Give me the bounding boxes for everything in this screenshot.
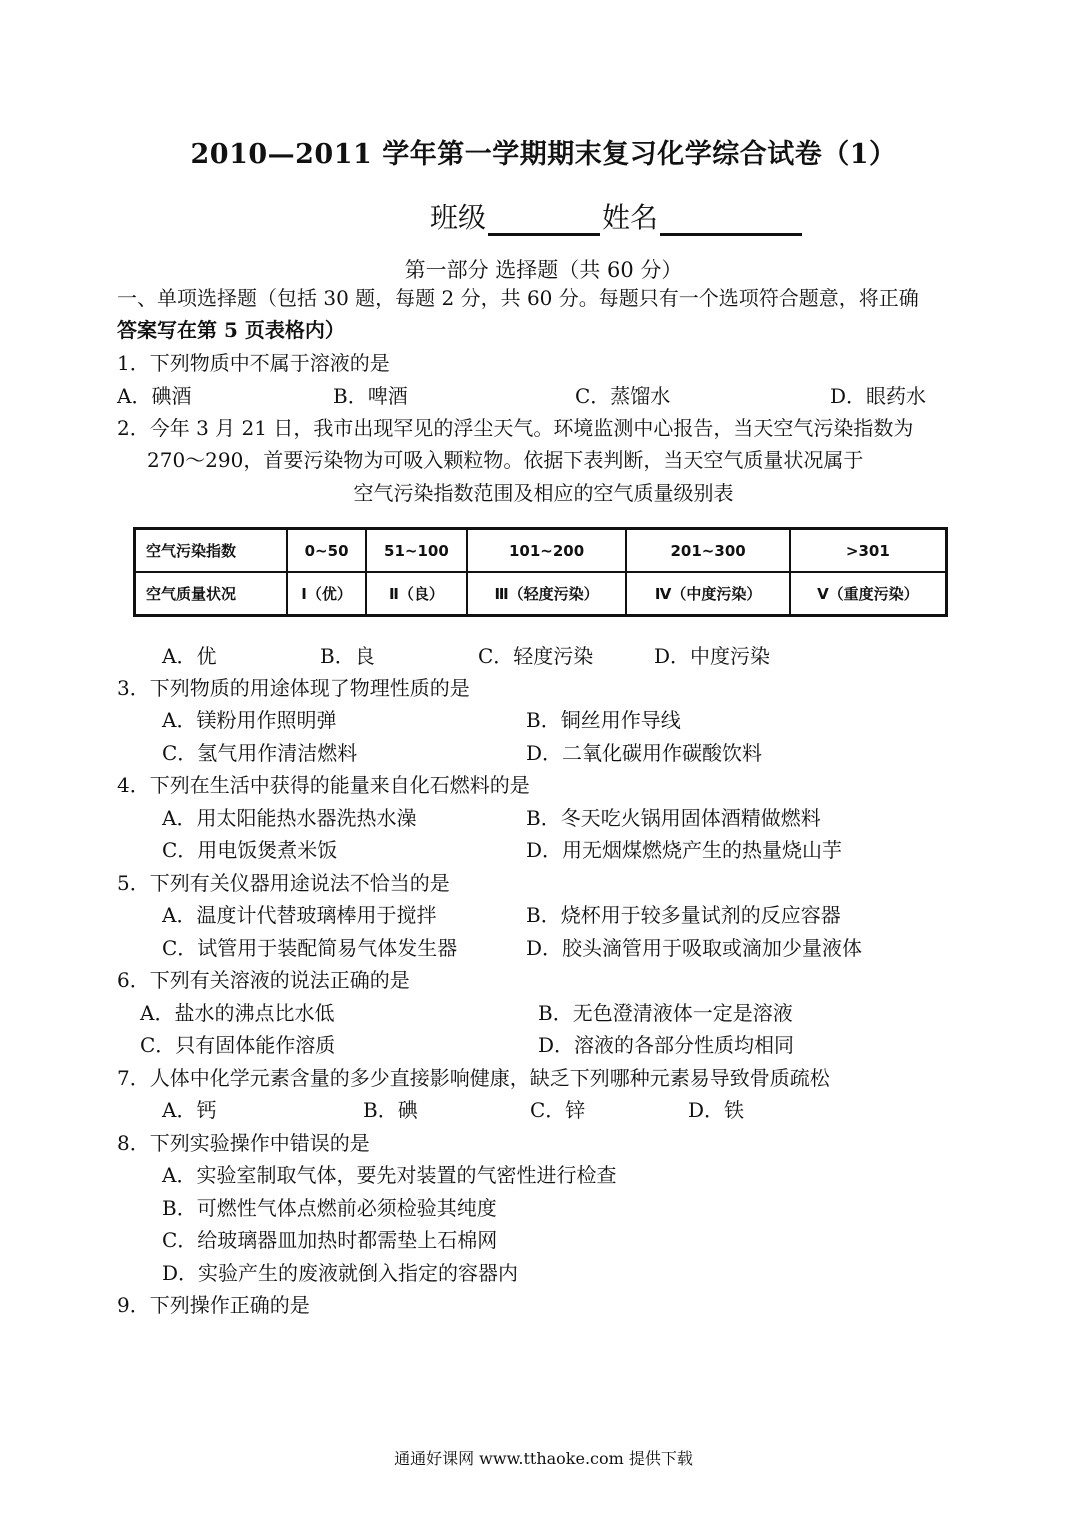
option-b: B．铜丝用作导线 <box>526 708 681 732</box>
option-a: A．温度计代替玻璃棒用于搅拌 <box>162 903 437 927</box>
option-b: B．可燃性气体点燃前必须检验其纯度 <box>162 1196 497 1220</box>
option-d: D．眼药水 <box>830 384 927 408</box>
table-caption: 空气污染指数范围及相应的空气质量级别表 <box>353 481 734 505</box>
table-header-cell: 空气污染指数 <box>135 529 288 573</box>
option-a: A．实验室制取气体，要先对装置的气密性进行检查 <box>162 1163 617 1187</box>
option-d: D．溶液的各部分性质均相同 <box>538 1033 795 1057</box>
option-a: A．优 <box>162 644 217 668</box>
option-d: D．二氧化碳用作碳酸饮料 <box>526 741 763 765</box>
table-cell: 201~300 <box>626 529 789 573</box>
option-c: C．锌 <box>530 1098 586 1122</box>
table-cell: Ⅱ（良） <box>366 572 466 616</box>
footer-credit: 通通好课网 www.tthaoke.com 提供下载 <box>394 1449 693 1468</box>
question-stem: 5．下列有关仪器用途说法不恰当的是 <box>117 871 450 895</box>
table-row <box>135 572 947 616</box>
option-a: A．钙 <box>162 1098 217 1122</box>
table-cell: 101~200 <box>467 529 627 573</box>
option-c: C．给玻璃器皿加热时都需垫上石棉网 <box>162 1228 498 1252</box>
option-a: A．盐水的沸点比水低 <box>140 1001 335 1025</box>
question-stem: 2．今年 3 月 21 日，我市出现罕见的浮尘天气。环境监测中心报告，当天空气污染指数为 <box>117 416 914 440</box>
question-stem-continued: 270～290，首要污染物为可吸入颗粒物。依据下表判断，当天空气质量状况属于 <box>147 448 864 472</box>
table-cell: Ⅳ（中度污染） <box>626 572 789 616</box>
instructions-line2: 答案写在第 5 页表格内） <box>117 318 345 342</box>
option-d: D．实验产生的废液就倒入指定的容器内 <box>162 1261 519 1285</box>
option-d: D．用无烟煤燃烧产生的热量烧山芋 <box>526 838 843 862</box>
instructions-line1: 一、单项选择题（包括 30 题，每题 2 分，共 60 分。每题只有一个选项符合题意，将正确 <box>117 286 919 310</box>
option-c: C．蒸馏水 <box>575 384 671 408</box>
class-label: 班级 <box>430 201 487 234</box>
table-cell: Ⅰ（优） <box>287 572 366 616</box>
table-header-cell: 空气质量状况 <box>135 572 288 616</box>
question-stem: 4．下列在生活中获得的能量来自化石燃料的是 <box>117 773 530 797</box>
option-c: C．氢气用作清洁燃料 <box>162 741 358 765</box>
option-a: A．碘酒 <box>117 384 192 408</box>
question-stem: 6．下列有关溶液的说法正确的是 <box>117 968 410 992</box>
option-b: B．良 <box>320 644 375 668</box>
option-b: B．烧杯用于较多量试剂的反应容器 <box>526 903 841 927</box>
option-c: C．轻度污染 <box>478 644 594 668</box>
class-blank[interactable] <box>488 205 600 236</box>
table-cell: Ⅴ（重度污染） <box>790 572 947 616</box>
question-stem: 8．下列实验操作中错误的是 <box>117 1131 370 1155</box>
table-cell: 51~100 <box>366 529 466 573</box>
option-b: B．冬天吃火锅用固体酒精做燃料 <box>526 806 821 830</box>
class-name-line <box>430 196 804 236</box>
option-c: C．用电饭煲煮米饭 <box>162 838 338 862</box>
name-label: 姓名 <box>602 201 659 234</box>
option-b: B．碘 <box>363 1098 418 1122</box>
table-cell: 0~50 <box>287 529 366 573</box>
air-quality-table <box>133 527 948 617</box>
option-c: C．试管用于装配简易气体发生器 <box>162 936 458 960</box>
option-d: D．胶头滴管用于吸取或滴加少量液体 <box>526 936 863 960</box>
option-d: D．中度污染 <box>654 644 771 668</box>
table-cell: Ⅲ（轻度污染） <box>467 572 627 616</box>
question-stem: 3．下列物质的用途体现了物理性质的是 <box>117 676 470 700</box>
option-b: B．无色澄清液体一定是溶液 <box>538 1001 793 1025</box>
question-stem: 1．下列物质中不属于溶液的是 <box>117 351 390 375</box>
question-stem: 9．下列操作正确的是 <box>117 1293 310 1317</box>
question-stem: 7．人体中化学元素含量的多少直接影响健康，缺乏下列哪种元素易导致骨质疏松 <box>117 1066 830 1090</box>
option-d: D．铁 <box>688 1098 745 1122</box>
option-c: C．只有固体能作溶质 <box>140 1033 336 1057</box>
name-blank[interactable] <box>660 205 802 236</box>
option-a: A．镁粉用作照明弹 <box>162 708 337 732</box>
option-b: B．啤酒 <box>333 384 408 408</box>
option-a: A．用太阳能热水器洗热水澡 <box>162 806 417 830</box>
table-cell: >301 <box>790 529 947 573</box>
exam-title: 2010—2011 学年第一学期期末复习化学综合试卷（1） <box>190 139 897 170</box>
section-title: 第一部分 选择题（共 60 分） <box>404 258 683 282</box>
table-row <box>135 529 947 573</box>
